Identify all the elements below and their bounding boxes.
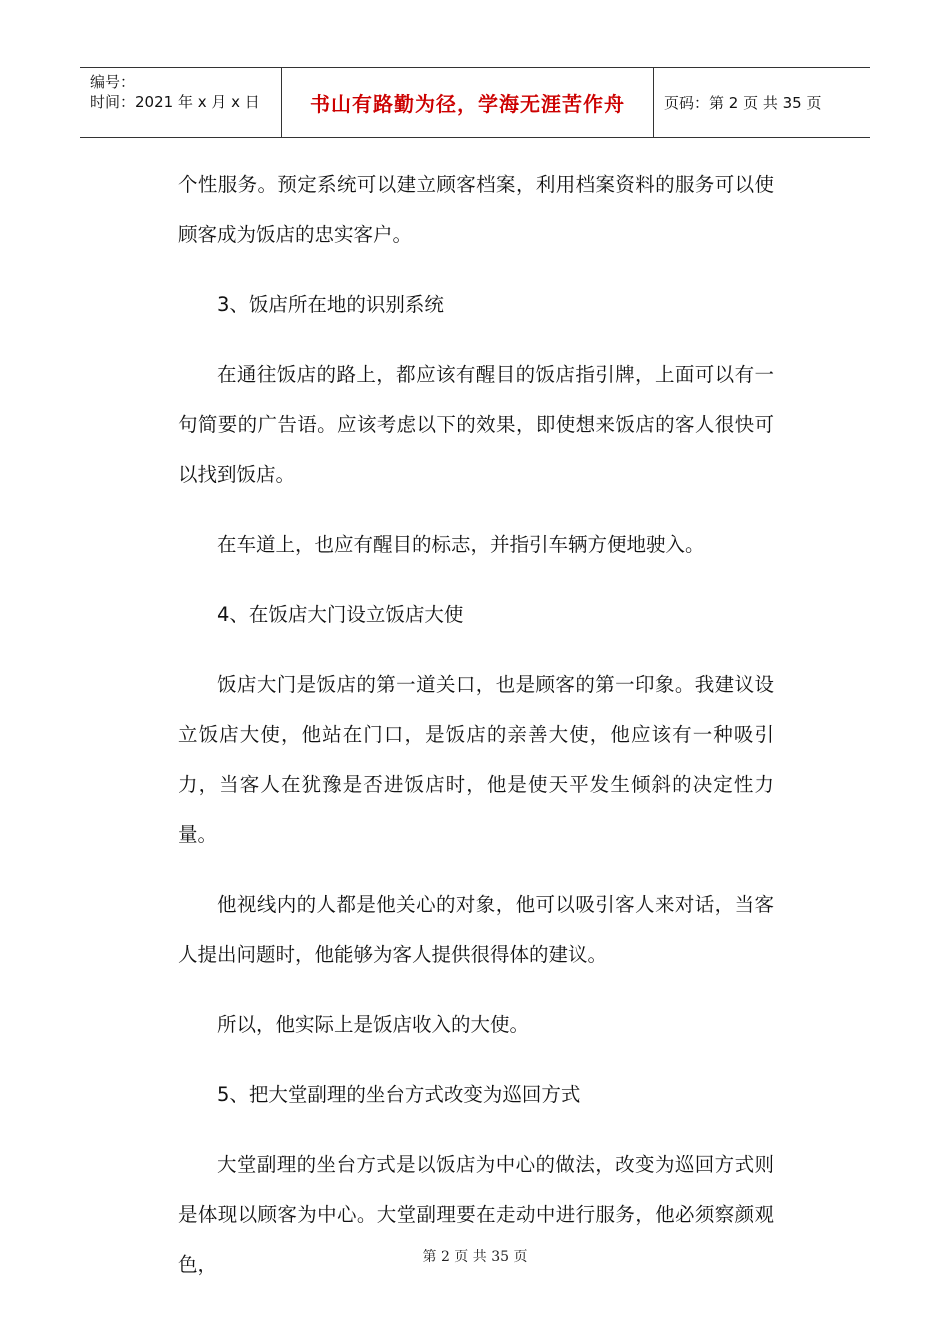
section-heading: 4、在饭店大门设立饭店大使 — [217, 603, 464, 626]
section-heading: 3、饭店所在地的识别系统 — [217, 293, 444, 316]
document-body — [178, 160, 774, 1290]
section-heading: 5、把大堂副理的坐台方式改变为巡回方式 — [217, 1083, 581, 1106]
paragraph: 他视线内的人都是他关心的对象，他可以吸引客人来对话，当客人提出问题时，他能够为客人提供很得体的建议。 — [178, 893, 774, 966]
header-divider — [653, 68, 654, 137]
number-label: 编号： — [90, 73, 136, 91]
paragraph: 大堂副理的坐台方式是以饭店为中心的做法，改变为巡回方式则是体现以顾客为中心。大堂副理要在走动中进行服务，他必须察颜观色， — [178, 1153, 774, 1276]
header-page-label: 页码：第 2 页 共 35 页 — [664, 94, 822, 112]
date-label: 时间：2021 年 x 月 x 日 — [90, 93, 260, 111]
paragraph: 饭店大门是饭店的第一道关口，也是顾客的第一印象。我建议设立饭店大使，他站在门口，是饭店的亲善大使，他应该有一种吸引力，当客人在犹豫是否进饭店时，他是使天平发生倾斜的决定性力量。 — [178, 673, 774, 846]
header-info — [90, 72, 260, 112]
page-footer: 第 2 页 共 35 页 — [422, 1249, 528, 1265]
paragraph: 在车道上，也应有醒目的标志，并指引车辆方便地驶入。 — [217, 533, 705, 556]
paragraph: 个性服务。预定系统可以建立顾客档案，利用档案资料的服务可以使顾客成为饭店的忠实客户。 — [178, 173, 774, 246]
header-motto: 书山有路勤为径，学海无涯苦作舟 — [310, 92, 625, 116]
paragraph: 在通往饭店的路上，都应该有醒目的饭店指引牌，上面可以有一句简要的广告语。应该考虑以下的效果，即使想来饭店的客人很快可以找到饭店。 — [178, 363, 774, 486]
paragraph: 所以，他实际上是饭店收入的大使。 — [217, 1013, 530, 1036]
header-table — [80, 67, 870, 138]
